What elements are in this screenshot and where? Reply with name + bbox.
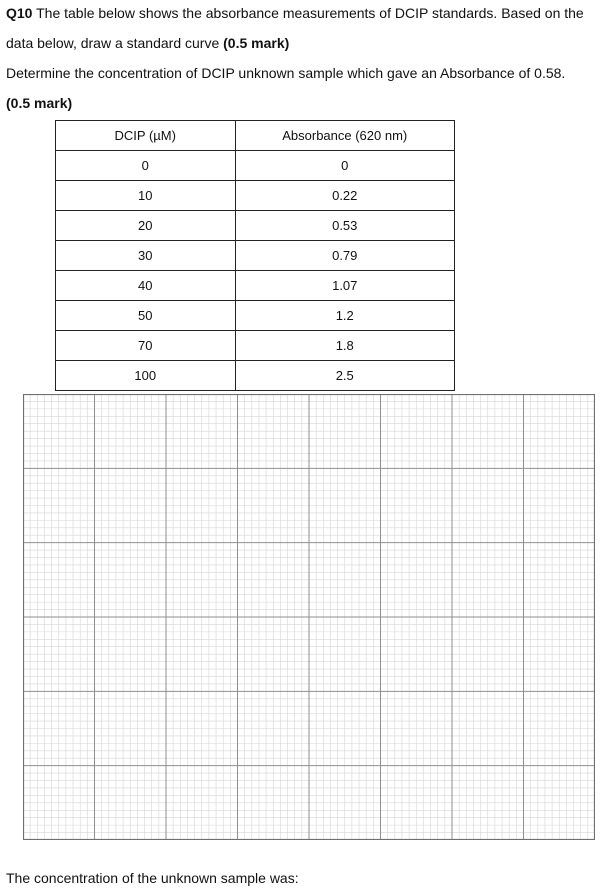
- cell-concentration: 30: [56, 241, 236, 271]
- question-line-2: [6, 34, 289, 52]
- question-line-1: [6, 4, 584, 22]
- cell-absorbance: 1.8: [235, 331, 455, 361]
- table-row: [56, 271, 455, 301]
- cell-concentration: 20: [56, 211, 236, 241]
- cell-concentration: 40: [56, 271, 236, 301]
- mark-label-2: (0.5 mark): [6, 95, 73, 111]
- table-row: [56, 181, 455, 211]
- cell-absorbance: 0.22: [235, 181, 455, 211]
- cell-absorbance: 0: [235, 151, 455, 181]
- table-row: [56, 301, 455, 331]
- cell-concentration: 10: [56, 181, 236, 211]
- question-text-1: The table below shows the absorbance measurements of DCIP standards. Based on the: [32, 5, 584, 21]
- question-text-3: Determine the concentration of DCIP unknown sample which gave an Absorbance of 0.58.: [6, 65, 566, 81]
- cell-concentration: 50: [56, 301, 236, 331]
- cell-absorbance: 0.79: [235, 241, 455, 271]
- cell-concentration: 0: [56, 151, 236, 181]
- cell-absorbance: 0.53: [235, 211, 455, 241]
- question-text-2: data below, draw a standard curve: [6, 35, 224, 51]
- table-header-row: [56, 121, 455, 151]
- cell-concentration: 100: [56, 361, 236, 391]
- cell-concentration: 70: [56, 331, 236, 361]
- standards-table: [55, 120, 455, 391]
- table-row: [56, 241, 455, 271]
- cell-absorbance: 1.07: [235, 271, 455, 301]
- table-row: [56, 331, 455, 361]
- question-number: Q10: [6, 5, 33, 21]
- header-dcip: DCIP (µM): [56, 121, 236, 151]
- cell-absorbance: 1.2: [235, 301, 455, 331]
- cell-absorbance: 2.5: [235, 361, 455, 391]
- question-line-3: [6, 64, 565, 82]
- table-row: [56, 211, 455, 241]
- graph-paper[interactable]: [23, 394, 595, 840]
- question-line-4: [6, 94, 72, 112]
- header-absorbance: Absorbance (620 nm): [235, 121, 455, 151]
- table-row: [56, 151, 455, 181]
- answer-prompt: The concentration of the unknown sample was:: [6, 870, 299, 886]
- mark-label-1: (0.5 mark): [223, 35, 290, 51]
- table-row: [56, 361, 455, 391]
